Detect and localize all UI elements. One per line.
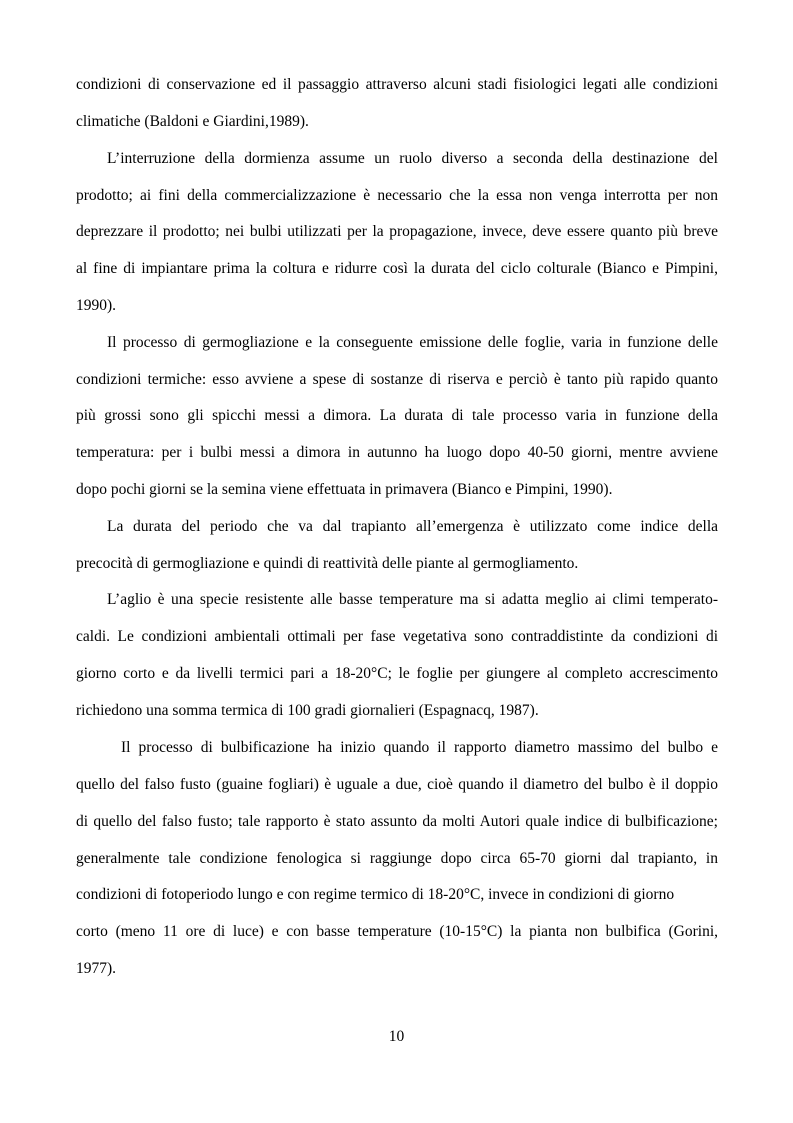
text-line: generalmente tale condizione fenologica si raggiunge dopo circa 65-70 giorni dal trapianto, in bbox=[76, 850, 718, 867]
text-line: di quello del falso fusto; tale rapporto è stato assunto da molti Autori quale indice di bulbificazione; bbox=[76, 813, 718, 830]
text-line: corto (meno 11 ore di luce) e con basse temperature (10-15°C) la pianta non bulbifica (Gorini, bbox=[76, 923, 718, 940]
text-line: Il processo di bulbificazione ha inizio quando il rapporto diametro massimo del bulbo e bbox=[121, 739, 718, 756]
text-line: più grossi sono gli spicchi messi a dimora. La durata di tale processo varia in funzione della bbox=[76, 407, 718, 424]
text-line: L’aglio è una specie resistente alle basse temperature ma si adatta meglio ai climi temperato- bbox=[107, 591, 718, 608]
text-line: dopo pochi giorni se la semina viene effettuata in primavera (Bianco e Pimpini, 1990). bbox=[76, 481, 613, 498]
text-line: prodotto; ai fini della commercializzazione è necessario che la essa non venga interrotta per non bbox=[76, 187, 718, 204]
text-line: L’interruzione della dormienza assume un ruolo diverso a seconda della destinazione del bbox=[107, 150, 718, 167]
text-line: La durata del periodo che va dal trapianto all’emergenza è utilizzato come indice della bbox=[107, 518, 718, 535]
text-line: al fine di impiantare prima la coltura e ridurre così la durata del ciclo colturale (Bianco e Pimpini, bbox=[76, 260, 718, 277]
text-line: condizioni di fotoperiodo lungo e con regime termico di 18-20°C, invece in condizioni di giorno bbox=[76, 886, 675, 903]
text-line: richiedono una somma termica di 100 gradi giornalieri (Espagnacq, 1987). bbox=[76, 702, 539, 719]
text-line: giorno corto e da livelli termici pari a 18-20°C; le foglie per giungere al completo accrescimento bbox=[76, 665, 718, 682]
page-number: 10 bbox=[388, 1028, 405, 1045]
text-line: 1990). bbox=[76, 297, 117, 314]
text-line: temperatura: per i bulbi messi a dimora in autunno ha luogo dopo 40-50 giorni, mentre avviene bbox=[76, 444, 718, 461]
text-line: deprezzare il prodotto; nei bulbi utilizzati per la propagazione, invece, deve essere quanto più breve bbox=[76, 223, 718, 240]
text-line: caldi. Le condizioni ambientali ottimali per fase vegetativa sono contraddistinte da condizioni di bbox=[76, 628, 718, 645]
text-line: 1977). bbox=[76, 960, 117, 977]
text-line: precocità di germogliazione e quindi di reattività delle piante al germogliamento. bbox=[76, 555, 579, 572]
text-line: climatiche (Baldoni e Giardini,1989). bbox=[76, 113, 309, 130]
text-line: condizioni termiche: esso avviene a spese di sostanze di riserva e perciò è tanto più rapido quanto bbox=[76, 371, 718, 388]
text-line: condizioni di conservazione ed il passaggio attraverso alcuni stadi fisiologici legati alle condizioni bbox=[76, 76, 718, 93]
text-line: Il processo di germogliazione e la conseguente emissione delle foglie, varia in funzione delle bbox=[107, 334, 718, 351]
text-line: quello del falso fusto (guaine fogliari) è uguale a due, cioè quando il diametro del bulbo è il doppio bbox=[76, 776, 718, 793]
